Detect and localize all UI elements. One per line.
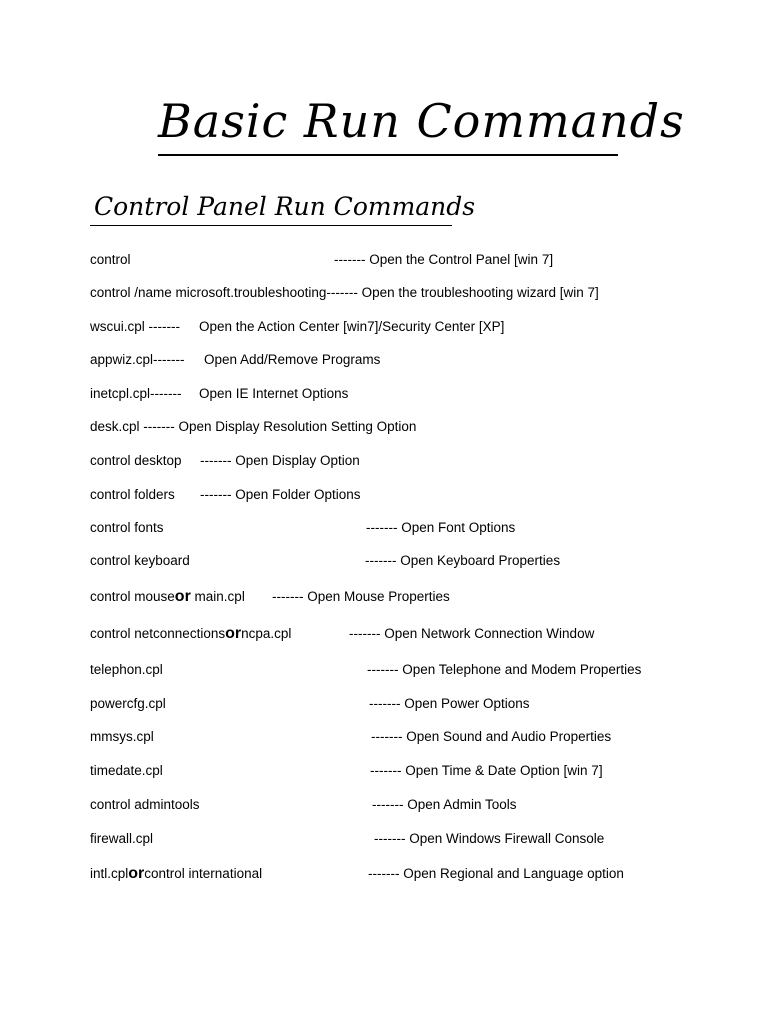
command-name: control fonts — [90, 520, 164, 535]
command-description: Open IE Internet Options — [199, 386, 349, 401]
command-part: main.cpl — [190, 589, 245, 604]
command-row — [0, 694, 768, 714]
section-title: Control Panel Run Commands — [90, 190, 452, 226]
command-name: control /name microsoft.troubleshooting------- Open the troubleshooting wizard [win 7] — [90, 285, 599, 300]
command-part: intl.cpl — [90, 866, 129, 881]
command-row — [0, 795, 768, 815]
command-name: control desktop — [90, 453, 182, 468]
command-name: desk.cpl ------- Open Display Resolution Setting Option — [90, 419, 417, 434]
command-row — [0, 761, 768, 781]
command-description: Open the Action Center [win7]/Security Center [XP] — [199, 319, 505, 334]
command-name: timedate.cpl — [90, 763, 163, 778]
command-part: control mouse — [90, 589, 175, 604]
command-description: Open Add/Remove Programs — [204, 352, 381, 367]
or-separator: or — [225, 625, 242, 642]
command-row — [0, 864, 768, 884]
command-row — [0, 250, 768, 270]
command-part: ncpa.cpl — [241, 626, 292, 641]
command-row — [0, 660, 768, 680]
command-name: appwiz.cpl------- — [90, 352, 185, 367]
command-part: control international — [144, 866, 263, 881]
command-row — [0, 317, 768, 337]
command-description: ------- Open Admin Tools — [372, 797, 517, 812]
or-separator: or — [174, 588, 191, 605]
command-description: ------- Open Font Options — [366, 520, 516, 535]
command-name: inetcpl.cpl------- — [90, 386, 182, 401]
command-description: ------- Open Display Option — [200, 453, 360, 468]
command-name: control admintools — [90, 797, 200, 812]
command-row — [0, 417, 768, 437]
command-description: ------- Open Network Connection Window — [349, 626, 595, 641]
command-description: ------- Open Telephone and Modem Properties — [367, 662, 642, 677]
command-description: ------- Open Keyboard Properties — [365, 553, 561, 568]
command-part: control netconnections — [90, 626, 226, 641]
or-separator: or — [128, 865, 145, 882]
command-row — [0, 551, 768, 571]
command-row — [0, 727, 768, 747]
command-description: ------- Open Regional and Language option — [368, 866, 624, 881]
command-name: control keyboard — [90, 553, 190, 568]
command-description: ------- Open the Control Panel [win 7] — [334, 252, 554, 267]
command-name: control — [90, 252, 131, 267]
command-name: control folders — [90, 487, 175, 502]
command-name — [90, 587, 245, 607]
page-title: Basic Run Commands — [158, 90, 618, 156]
command-name: mmsys.cpl — [90, 729, 154, 744]
command-row — [0, 384, 768, 404]
command-row — [0, 518, 768, 538]
command-name: powercfg.cpl — [90, 696, 166, 711]
command-row — [0, 587, 768, 607]
command-row — [0, 283, 768, 303]
command-description: ------- Open Mouse Properties — [272, 589, 450, 604]
command-description: ------- Open Power Options — [369, 696, 530, 711]
command-row — [0, 350, 768, 370]
command-name: wscui.cpl ------- — [90, 319, 180, 334]
command-row — [0, 485, 768, 505]
command-name — [90, 864, 262, 884]
command-row — [0, 451, 768, 471]
command-row — [0, 624, 768, 644]
command-name: telephon.cpl — [90, 662, 163, 677]
command-description: ------- Open Sound and Audio Properties — [371, 729, 612, 744]
command-name: firewall.cpl — [90, 831, 154, 846]
command-name — [90, 624, 291, 644]
command-row — [0, 829, 768, 849]
command-description: ------- Open Windows Firewall Console — [374, 831, 605, 846]
command-description: ------- Open Folder Options — [200, 487, 361, 502]
command-description: ------- Open Time & Date Option [win 7] — [370, 763, 603, 778]
